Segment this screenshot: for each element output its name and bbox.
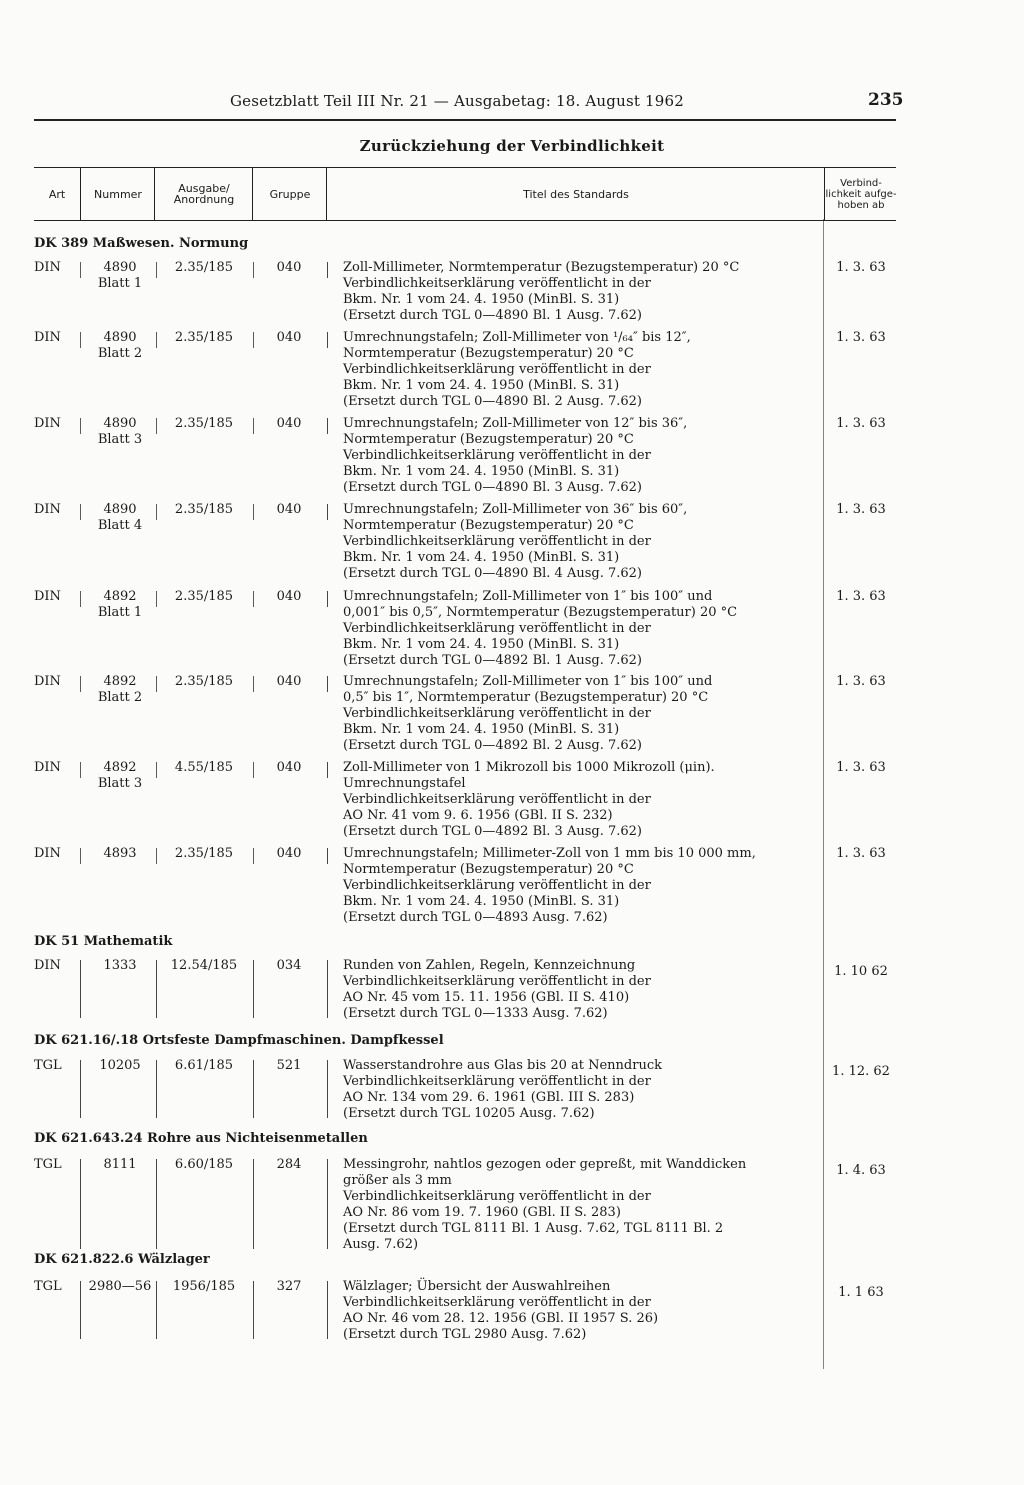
row-nummer-line: Blatt 3 — [97, 776, 143, 791]
row-titel-line: Verbindlichkeitserklärung veröffentlicht in der — [343, 792, 651, 807]
row-titel-line: Verbindlichkeitserklärung veröffentlicht in der — [343, 974, 651, 989]
group-heading: DK 621.16/.18 Ortsfeste Dampfmaschinen. Dampfkessel — [34, 1033, 444, 1048]
row-gruppe: 040 — [276, 674, 302, 689]
row-nummer-line: 4893 — [103, 846, 137, 861]
row-rule — [253, 960, 254, 1018]
row-aufgehoben-ab: 1. 3. 63 — [836, 330, 886, 345]
row-rule — [253, 332, 254, 348]
row-aufgehoben-ab: 1. 3. 63 — [836, 846, 886, 861]
row-titel-line: Zoll-Millimeter, Normtemperatur (Bezugstemperatur) 20 °C — [343, 260, 740, 275]
row-titel-line: AO Nr. 86 vom 19. 7. 1960 (GBl. II S. 283) — [343, 1205, 621, 1220]
row-rule — [156, 676, 157, 692]
row-titel — [343, 502, 819, 582]
row-gruppe: 040 — [276, 589, 302, 604]
row-titel-line: Verbindlichkeitserklärung veröffentlicht in der — [343, 621, 651, 636]
row-rule — [327, 1281, 328, 1339]
row-art: DIN — [34, 502, 61, 517]
row-ausgabe: 2.35/185 — [174, 416, 234, 431]
row-titel-line: AO Nr. 46 vom 28. 12. 1956 (GBl. II 1957 S. 26) — [343, 1311, 659, 1326]
row-titel-line: AO Nr. 134 vom 29. 6. 1961 (GBl. III S. 283) — [343, 1090, 635, 1105]
row-nummer — [84, 330, 156, 362]
row-titel-line: 0,5″ bis 1″, Normtemperatur (Bezugstemperatur) 20 °C — [343, 690, 709, 705]
row-nummer-line: Blatt 4 — [97, 518, 143, 533]
row-titel — [343, 674, 819, 754]
row-titel-line: (Ersetzt durch TGL 8111 Bl. 1 Ausg. 7.62, TGL 8111 Bl. 2 — [343, 1221, 724, 1236]
row-rule — [80, 960, 81, 1018]
row-aufgehoben-ab: 1. 4. 63 — [836, 1163, 886, 1178]
row-aufgehoben-ab: 1. 12. 62 — [832, 1064, 890, 1079]
row-rule — [253, 762, 254, 778]
row-nummer-line: 4892 — [103, 674, 137, 689]
row-titel-line: AO Nr. 45 vom 15. 11. 1956 (GBl. II S. 410) — [343, 990, 630, 1005]
row-rule — [327, 332, 328, 348]
row-rule — [156, 960, 157, 1018]
row-titel-line: Ausg. 7.62) — [343, 1237, 419, 1252]
row-nummer-line: Blatt 2 — [97, 690, 143, 705]
row-rule — [253, 1281, 254, 1339]
row-art: DIN — [34, 760, 61, 775]
row-rule — [327, 418, 328, 434]
row-titel — [343, 1157, 819, 1253]
row-titel — [343, 958, 819, 1022]
row-titel-line: Verbindlichkeitserklärung veröffentlicht in der — [343, 1295, 651, 1310]
row-rule — [253, 262, 254, 278]
row-rule — [80, 332, 81, 348]
row-nummer-line: 1333 — [103, 958, 137, 973]
row-titel-line: (Ersetzt durch TGL 0—4893 Ausg. 7.62) — [343, 910, 608, 925]
row-titel-line: Normtemperatur (Bezugstemperatur) 20 °C — [343, 518, 634, 533]
row-titel-line: Wälzlager; Übersicht der Auswahlreihen — [343, 1279, 611, 1294]
row-aufgehoben-ab: 1. 3. 63 — [836, 674, 886, 689]
row-nummer-line: 4892 — [103, 760, 137, 775]
row-nummer — [84, 416, 156, 448]
row-titel-line: Umrechnungstafeln; Zoll-Millimeter von 1″ bis 100″ und — [343, 589, 713, 604]
row-titel — [343, 260, 819, 324]
row-art: DIN — [34, 958, 61, 973]
row-rule — [156, 1060, 157, 1118]
row-nummer — [84, 1058, 156, 1074]
row-nummer — [84, 674, 156, 706]
row-rule — [327, 762, 328, 778]
row-rule — [327, 262, 328, 278]
row-titel — [343, 1058, 819, 1122]
row-nummer — [84, 589, 156, 621]
row-titel-line: Wasserstandrohre aus Glas bis 20 at Nenndruck — [343, 1058, 662, 1073]
row-gruppe: 040 — [276, 330, 302, 345]
row-titel-line: Umrechnungstafeln; Zoll-Millimeter von 36″ bis 60″, — [343, 502, 688, 517]
row-titel-line: Verbindlichkeitserklärung veröffentlicht in der — [343, 448, 651, 463]
page-number: 235 — [868, 90, 904, 110]
row-nummer — [84, 502, 156, 534]
row-titel-line: größer als 3 mm — [343, 1173, 452, 1188]
row-gruppe: 327 — [276, 1279, 302, 1294]
row-art: DIN — [34, 330, 61, 345]
row-titel-line: Verbindlichkeitserklärung veröffentlicht in der — [343, 1074, 651, 1089]
row-ausgabe: 2.35/185 — [174, 330, 234, 345]
row-titel-line: AO Nr. 41 vom 9. 6. 1956 (GBl. II S. 232) — [343, 808, 613, 823]
row-rule — [156, 848, 157, 864]
row-rule — [156, 418, 157, 434]
row-gruppe: 040 — [276, 416, 302, 431]
row-titel-line: Bkm. Nr. 1 vom 24. 4. 1950 (MinBl. S. 31) — [343, 637, 620, 652]
row-titel-line: Verbindlichkeitserklärung veröffentlicht in der — [343, 706, 651, 721]
row-titel — [343, 846, 819, 926]
row-rule — [156, 1281, 157, 1339]
row-titel-line: Verbindlichkeitserklärung veröffentlicht in der — [343, 362, 651, 377]
row-aufgehoben-ab: 1. 10 62 — [834, 964, 888, 979]
row-titel-line: Zoll-Millimeter von 1 Mikrozoll bis 1000 Mikrozoll (μin). — [343, 760, 715, 775]
row-titel — [343, 760, 819, 840]
row-aufgehoben-ab: 1. 3. 63 — [836, 260, 886, 275]
row-art: DIN — [34, 846, 61, 861]
row-nummer-line: 4890 — [103, 330, 137, 345]
row-ausgabe: 1956/185 — [172, 1279, 236, 1294]
group-heading: DK 621.643.24 Rohre aus Nichteisenmetallen — [34, 1131, 368, 1146]
row-titel-line: Messingrohr, nahtlos gezogen oder gepreßt, mit Wanddicken — [343, 1157, 747, 1172]
row-titel-line: Umrechnungstafel — [343, 776, 466, 791]
section-title: Zurückziehung der Verbindlichkeit — [359, 137, 665, 155]
row-rule — [327, 504, 328, 520]
row-nummer — [84, 846, 156, 862]
row-titel-line: Verbindlichkeitserklärung veröffentlicht in der — [343, 1189, 651, 1204]
row-rule — [327, 591, 328, 607]
col-header-gruppe: Gruppe — [252, 168, 327, 220]
row-nummer-line: 2980—56 — [88, 1279, 152, 1294]
column-divider — [823, 219, 824, 1369]
row-rule — [253, 591, 254, 607]
row-titel-line: (Ersetzt durch TGL 0—4890 Bl. 3 Ausg. 7.62) — [343, 480, 642, 495]
row-gruppe: 034 — [276, 958, 302, 973]
row-titel-line: Normtemperatur (Bezugstemperatur) 20 °C — [343, 432, 634, 447]
row-titel-line: Normtemperatur (Bezugstemperatur) 20 °C — [343, 862, 634, 877]
row-rule — [253, 848, 254, 864]
row-titel — [343, 589, 819, 669]
row-titel-line: Umrechnungstafeln; Zoll-Millimeter von ¹/₆₄″ bis 12″, — [343, 330, 691, 345]
row-titel-line: (Ersetzt durch TGL 0—4892 Bl. 3 Ausg. 7.62) — [343, 824, 642, 839]
row-art: TGL — [34, 1157, 62, 1172]
col-header-nummer: Nummer — [80, 168, 155, 220]
row-ausgabe: 2.35/185 — [174, 674, 234, 689]
group-heading: DK 621.822.6 Wälzlager — [34, 1252, 210, 1267]
row-gruppe: 040 — [276, 260, 302, 275]
row-gruppe: 040 — [276, 502, 302, 517]
row-rule — [327, 1060, 328, 1118]
row-rule — [80, 262, 81, 278]
row-titel-line: Umrechnungstafeln; Millimeter-Zoll von 1 mm bis 10 000 mm, — [343, 846, 756, 861]
row-aufgehoben-ab: 1. 3. 63 — [836, 589, 886, 604]
row-rule — [80, 848, 81, 864]
row-aufgehoben-ab: 1. 3. 63 — [836, 416, 886, 431]
row-ausgabe: 4.55/185 — [174, 760, 234, 775]
row-titel-line: Umrechnungstafeln; Zoll-Millimeter von 12″ bis 36″, — [343, 416, 688, 431]
row-titel-line: (Ersetzt durch TGL 0—4890 Bl. 4 Ausg. 7.62) — [343, 566, 642, 581]
row-nummer — [84, 1279, 156, 1295]
row-titel-line: (Ersetzt durch TGL 0—4892 Bl. 1 Ausg. 7.62) — [343, 653, 642, 668]
row-rule — [156, 332, 157, 348]
row-titel-line: Bkm. Nr. 1 vom 24. 4. 1950 (MinBl. S. 31) — [343, 378, 620, 393]
row-ausgabe: 6.60/185 — [174, 1157, 234, 1172]
row-rule — [156, 762, 157, 778]
row-nummer-line: 4890 — [103, 416, 137, 431]
row-titel — [343, 1279, 819, 1343]
group-heading: DK 51 Mathematik — [34, 934, 173, 949]
row-nummer — [84, 1157, 156, 1173]
row-nummer-line: Blatt 1 — [97, 276, 143, 291]
row-titel-line: Umrechnungstafeln; Zoll-Millimeter von 1″ bis 100″ und — [343, 674, 713, 689]
row-art: TGL — [34, 1279, 62, 1294]
row-rule — [253, 676, 254, 692]
row-aufgehoben-ab: 1. 3. 63 — [836, 760, 886, 775]
row-titel-line: Verbindlichkeitserklärung veröffentlicht in der — [343, 534, 651, 549]
row-gruppe: 040 — [276, 846, 302, 861]
row-rule — [80, 1159, 81, 1249]
row-rule — [253, 1060, 254, 1118]
row-ausgabe: 12.54/185 — [170, 958, 238, 973]
row-titel — [343, 416, 819, 496]
row-ausgabe: 2.35/185 — [174, 589, 234, 604]
row-titel-line: (Ersetzt durch TGL 2980 Ausg. 7.62) — [343, 1327, 587, 1342]
row-titel-line: Bkm. Nr. 1 vom 24. 4. 1950 (MinBl. S. 31) — [343, 464, 620, 479]
row-rule — [80, 418, 81, 434]
row-nummer-line: 4892 — [103, 589, 137, 604]
gazette-header: Gesetzblatt Teil III Nr. 21 — Ausgabetag: 18. August 1962 — [230, 92, 685, 110]
row-rule — [156, 591, 157, 607]
row-titel-line: Normtemperatur (Bezugstemperatur) 20 °C — [343, 346, 634, 361]
row-nummer-line: Blatt 1 — [97, 605, 143, 620]
row-ausgabe: 2.35/185 — [174, 260, 234, 275]
row-ausgabe: 6.61/185 — [174, 1058, 234, 1073]
col-header-art: Art — [48, 187, 66, 201]
row-aufgehoben-ab: 1. 3. 63 — [836, 502, 886, 517]
col-header-ausgabe: Ausgabe/ Anordnung — [154, 168, 253, 220]
row-titel-line: (Ersetzt durch TGL 0—4892 Bl. 2 Ausg. 7.62) — [343, 738, 642, 753]
row-nummer-line: 4890 — [103, 502, 137, 517]
row-rule — [327, 1159, 328, 1249]
row-gruppe: 040 — [276, 760, 302, 775]
row-titel-line: Verbindlichkeitserklärung veröffentlicht in der — [343, 878, 651, 893]
row-ausgabe: 2.35/185 — [174, 846, 234, 861]
row-titel-line: Bkm. Nr. 1 vom 24. 4. 1950 (MinBl. S. 31) — [343, 894, 620, 909]
row-titel-line: Verbindlichkeitserklärung veröffentlicht in der — [343, 276, 651, 291]
group-heading: DK 389 Maßwesen. Normung — [34, 236, 249, 251]
col-header-titel: Titel des Standards — [326, 168, 825, 220]
row-rule — [80, 504, 81, 520]
row-gruppe: 521 — [276, 1058, 302, 1073]
row-gruppe: 284 — [276, 1157, 302, 1172]
row-titel-line: (Ersetzt durch TGL 10205 Ausg. 7.62) — [343, 1106, 595, 1121]
row-nummer-line: Blatt 3 — [97, 432, 143, 447]
row-titel-line: Bkm. Nr. 1 vom 24. 4. 1950 (MinBl. S. 31) — [343, 292, 620, 307]
row-rule — [80, 676, 81, 692]
row-titel-line: (Ersetzt durch TGL 0—4890 Bl. 2 Ausg. 7.62) — [343, 394, 642, 409]
row-ausgabe: 2.35/185 — [174, 502, 234, 517]
row-nummer-line: Blatt 2 — [97, 346, 143, 361]
row-nummer-line: 10205 — [99, 1058, 141, 1073]
row-rule — [253, 1159, 254, 1249]
row-titel-line: Bkm. Nr. 1 vom 24. 4. 1950 (MinBl. S. 31) — [343, 550, 620, 565]
row-rule — [253, 418, 254, 434]
row-rule — [80, 762, 81, 778]
row-rule — [156, 262, 157, 278]
row-rule — [327, 960, 328, 1018]
row-titel-line: (Ersetzt durch TGL 0—1333 Ausg. 7.62) — [343, 1006, 608, 1021]
row-art: DIN — [34, 589, 61, 604]
row-titel-line: Runden von Zahlen, Regeln, Kennzeichnung — [343, 958, 636, 973]
row-rule — [327, 676, 328, 692]
row-rule — [80, 1281, 81, 1339]
row-aufgehoben-ab: 1. 1 63 — [838, 1285, 884, 1300]
row-nummer — [84, 260, 156, 292]
row-titel-line: Bkm. Nr. 1 vom 24. 4. 1950 (MinBl. S. 31) — [343, 722, 620, 737]
table-header — [34, 167, 896, 221]
row-rule — [253, 504, 254, 520]
row-nummer — [84, 760, 156, 792]
col-header-aufgehoben: Verbind-lichkeit aufge-hoben ab — [824, 168, 897, 220]
row-art: DIN — [34, 416, 61, 431]
row-rule — [156, 504, 157, 520]
row-nummer-line: 8111 — [103, 1157, 137, 1172]
row-art: DIN — [34, 674, 61, 689]
row-rule — [80, 1060, 81, 1118]
row-rule — [327, 848, 328, 864]
row-nummer — [84, 958, 156, 974]
row-art: DIN — [34, 260, 61, 275]
row-titel-line: (Ersetzt durch TGL 0—4890 Bl. 1 Ausg. 7.62) — [343, 308, 642, 323]
row-art: TGL — [34, 1058, 62, 1073]
header-rule — [34, 119, 896, 121]
row-titel-line: 0,001″ bis 0,5″, Normtemperatur (Bezugstemperatur) 20 °C — [343, 605, 738, 620]
row-rule — [80, 591, 81, 607]
row-nummer-line: 4890 — [103, 260, 137, 275]
row-rule — [156, 1159, 157, 1249]
row-titel — [343, 330, 819, 410]
